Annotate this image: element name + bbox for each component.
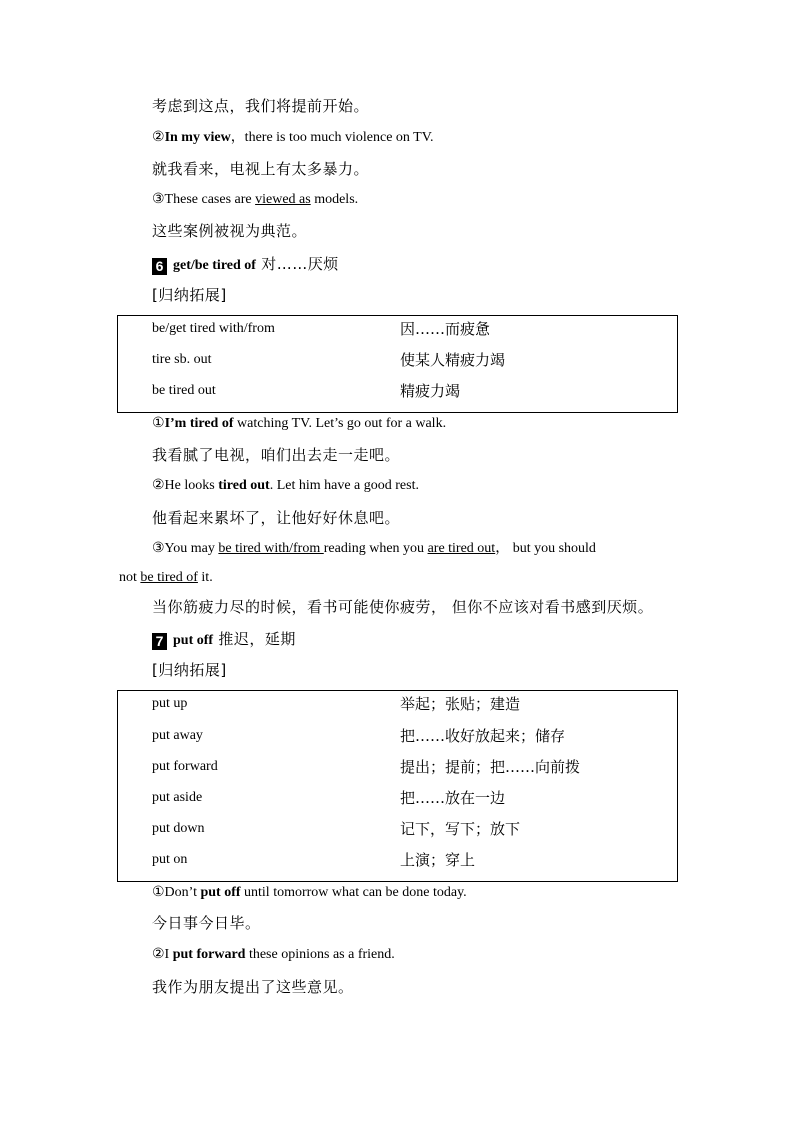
section-title-en: get/be tired of — [173, 258, 256, 273]
phrase-table-7 — [117, 690, 678, 882]
sentence-text: ②I — [152, 947, 173, 962]
table-row — [118, 350, 677, 370]
key-phrase: In my view — [164, 130, 231, 145]
sentence-text: ②He looks — [152, 478, 219, 493]
sentence-text: watching TV. Let’s go out for a walk. — [233, 416, 447, 431]
sentence-text: ①Don’t — [152, 885, 201, 900]
section-title-zh: 推迟，延期 — [213, 630, 296, 648]
sentence-text: these opinions as a friend. — [245, 947, 395, 962]
section-number-badge: 6 — [152, 258, 167, 275]
section-heading-7 — [152, 630, 296, 650]
sentence-text: reading when you — [323, 541, 428, 556]
table-cell-zh: 记下，写下；放下 — [400, 820, 521, 838]
sentence-text: models. — [310, 192, 359, 207]
table-cell-zh: 举起；张贴；建造 — [400, 695, 521, 713]
table-cell-en: be/get tired with/from — [152, 321, 275, 336]
table-row — [118, 694, 677, 714]
paragraph: 考虑到这点，我们将提前开始。 — [152, 97, 370, 115]
expansion-tag: [归纳拓展] — [152, 286, 227, 304]
table-cell-en: put forward — [152, 759, 218, 774]
translation: 当你筋疲力尽的时候，看书可能使你疲劳， 但你不应该对看书感到厌烦。 — [152, 598, 654, 616]
example-sentence — [152, 191, 358, 209]
underlined-phrase: be tired with/from — [218, 541, 324, 556]
example-sentence — [152, 884, 467, 902]
key-phrase: put forward — [172, 947, 246, 962]
table-cell-en: put down — [152, 821, 205, 836]
example-number: ① — [152, 416, 165, 431]
table-cell-en: put on — [152, 852, 188, 867]
table-cell-zh: 把……收好放起来；储存 — [400, 727, 566, 745]
table-cell-zh: 把……放在一边 — [400, 789, 506, 807]
table-cell-zh: 因……而疲惫 — [400, 320, 491, 338]
table-row — [118, 319, 677, 339]
table-cell-en: be tired out — [152, 383, 216, 398]
translation: 今日事今日毕。 — [152, 914, 261, 932]
table-cell-zh: 上演；穿上 — [400, 851, 476, 869]
example-number: ② — [152, 130, 165, 145]
sentence-text: ③These cases are — [152, 192, 256, 207]
table-row — [118, 788, 677, 808]
underlined-phrase: viewed as — [255, 192, 311, 207]
table-cell-en: tire sb. out — [152, 352, 212, 367]
sentence-text: ③You may — [152, 541, 219, 556]
translation: 他看起来累坏了，让他好好休息吧。 — [152, 509, 401, 527]
table-row — [118, 726, 677, 746]
expansion-tag: [归纳拓展] — [152, 661, 227, 679]
example-sentence — [152, 415, 446, 433]
table-row — [118, 819, 677, 839]
sentence-text: until tomorrow what can be done today. — [240, 885, 467, 900]
example-sentence — [152, 946, 395, 964]
table-cell-en: put up — [152, 696, 188, 711]
section-title-zh: 对……厌烦 — [255, 255, 339, 273]
sentence-text: ， but you should — [495, 541, 596, 556]
section-number-badge: 7 — [152, 633, 167, 650]
table-cell-zh: 提出；提前；把……向前拨 — [400, 758, 581, 776]
table-cell-en: put aside — [152, 790, 203, 805]
example-sentence — [152, 540, 596, 558]
translation: 这些案例被视为典范。 — [152, 222, 308, 240]
key-phrase: put off — [200, 885, 241, 900]
example-sentence — [152, 477, 419, 495]
table-row — [118, 850, 677, 870]
sentence-text: ，there is too much violence on TV. — [230, 130, 434, 145]
phrase-table-6 — [117, 315, 678, 413]
translation: 我看腻了电视，咱们出去走一走吧。 — [152, 446, 401, 464]
table-row — [118, 757, 677, 777]
table-cell-zh: 使某人精疲力竭 — [400, 351, 506, 369]
translation: 我作为朋友提出了这些意见。 — [152, 978, 354, 996]
example-sentence — [152, 129, 434, 147]
section-title-en: put off — [173, 633, 214, 648]
sentence-text: . Let him have a good rest. — [269, 478, 419, 493]
table-cell-zh: 精疲力竭 — [400, 382, 461, 400]
underlined-phrase: be tired of — [140, 570, 198, 585]
example-sentence-continued — [119, 569, 213, 587]
table-row — [118, 381, 677, 401]
translation: 就我看来，电视上有太多暴力。 — [152, 160, 370, 178]
key-phrase: tired out — [218, 478, 270, 493]
sentence-text: it. — [197, 570, 213, 585]
table-cell-en: put away — [152, 728, 203, 743]
underlined-phrase: are tired out — [427, 541, 496, 556]
key-phrase: I’m tired of — [164, 416, 234, 431]
section-heading-6 — [152, 255, 339, 275]
sentence-text: not — [119, 570, 141, 585]
